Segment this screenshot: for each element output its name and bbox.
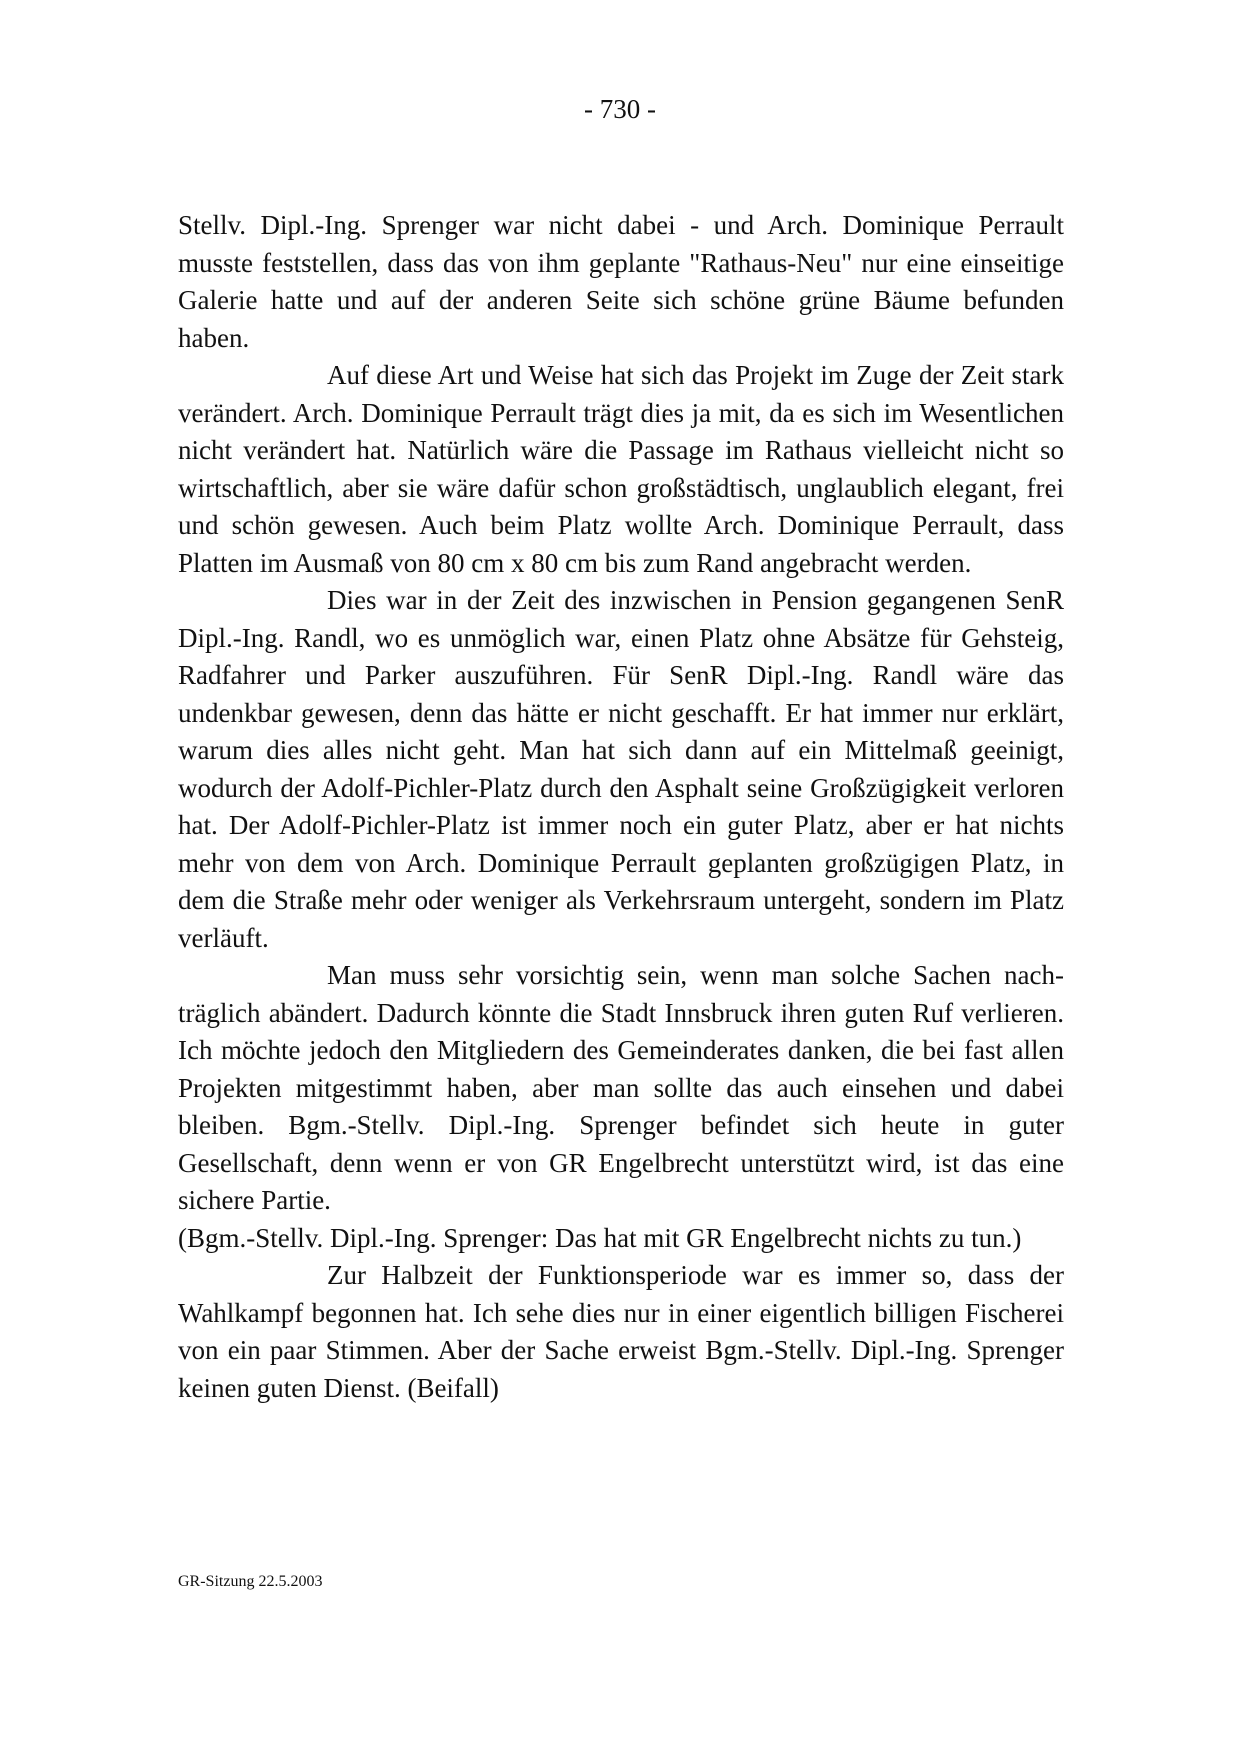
page-number: - 730 - [584,94,656,124]
paragraph-continuation: Stellv. Dipl.-Ing. Sprenger war nicht dabei - und Arch. Dominique Perrault musste feststellen, dass das von ihm geplante "Rathaus-Neu" nur eine einseitige Galerie hatte und auf der anderen Seite sich schöne grüne Bäume befunden haben. [178,210,1064,353]
paragraph-reputation: Man muss sehr vorsichtig sein, wenn man solche Sachen nachträglich abändert. Dadurch könnte die Stadt Innsbruck ihren guten Ruf verlieren. Ich möchte jedoch den Mitgliedern des Gemeinderates danken, die bei fast allen Projekten mitgestimmt haben, aber man sollte das auch einsehen und dabei bleiben. Bgm.-Stellv. Dipl.-Ing. Sprenger befindet sich heute in guter Gesellschaft, denn wenn er von GR Engelbrecht unterstützt wird, ist das eine sichere Partie. [178,960,1064,1215]
paragraph-interjection: (Bgm.-Stellv. Dipl.-Ing. Sprenger: Das hat mit GR Engelbrecht nichts zu tun.) [178,1222,1022,1253]
paragraph-election-campaign: Zur Halbzeit der Funktionsperiode war es immer so, dass der Wahlkampf begonnen hat. Ich sehe dies nur in einer eigentlich billigen Fischerei von ein paar Stimmen. Aber der Sache erweist Bgm.-Stellv. Dipl.-Ing. Sprenger keinen guten Dienst. (Beifall) [178,1260,1064,1403]
footer-session-date: GR-Sitzung 22.5.2003 [178,1573,323,1590]
paragraph-project-changes: Auf diese Art und Weise hat sich das Projekt im Zuge der Zeit stark verändert. Arch. Dominique Perrault trägt dies ja mit, da es sich im Wesentlichen nicht verändert hat. Natürlich wäre die Passage im Rathaus vielleicht nicht so wirtschaftlich, aber sie wäre dafür schon großstädtisch, unglaublich elegant, frei und schön gewesen. Auch beim Platz wollte Arch. Dominique Perrault, dass Platten im Ausmaß von 80 cm x 80 cm bis zum Rand angebracht werden. [178,360,1064,578]
document-body [178,207,1064,1407]
paragraph-randl-square: Dies war in der Zeit des inzwischen in Pension gegangenen SenR Dipl.-Ing. Randl, wo es unmöglich war, einen Platz ohne Absätze für Gehsteig, Radfahrer und Parker auszuführen. Für SenR Dipl.-Ing. Randl wäre das undenkbar gewesen, denn das hätte er nicht geschafft. Er hat immer nur erklärt, warum dies alles nicht geht. Man hat sich dann auf ein Mittelmaß geeinigt, wodurch der Adolf-Pichler-Platz durch den Asphalt seine Großzügigkeit verloren hat. Der Adolf-Pichler-Platz ist immer noch ein guter Platz, aber er hat nichts mehr von dem von Arch. Dominique Perrault geplanten großzügigen Platz, in dem die Straße mehr oder weniger als Verkehrsraum untergeht, sondern im Platz verläuft. [178,585,1064,953]
